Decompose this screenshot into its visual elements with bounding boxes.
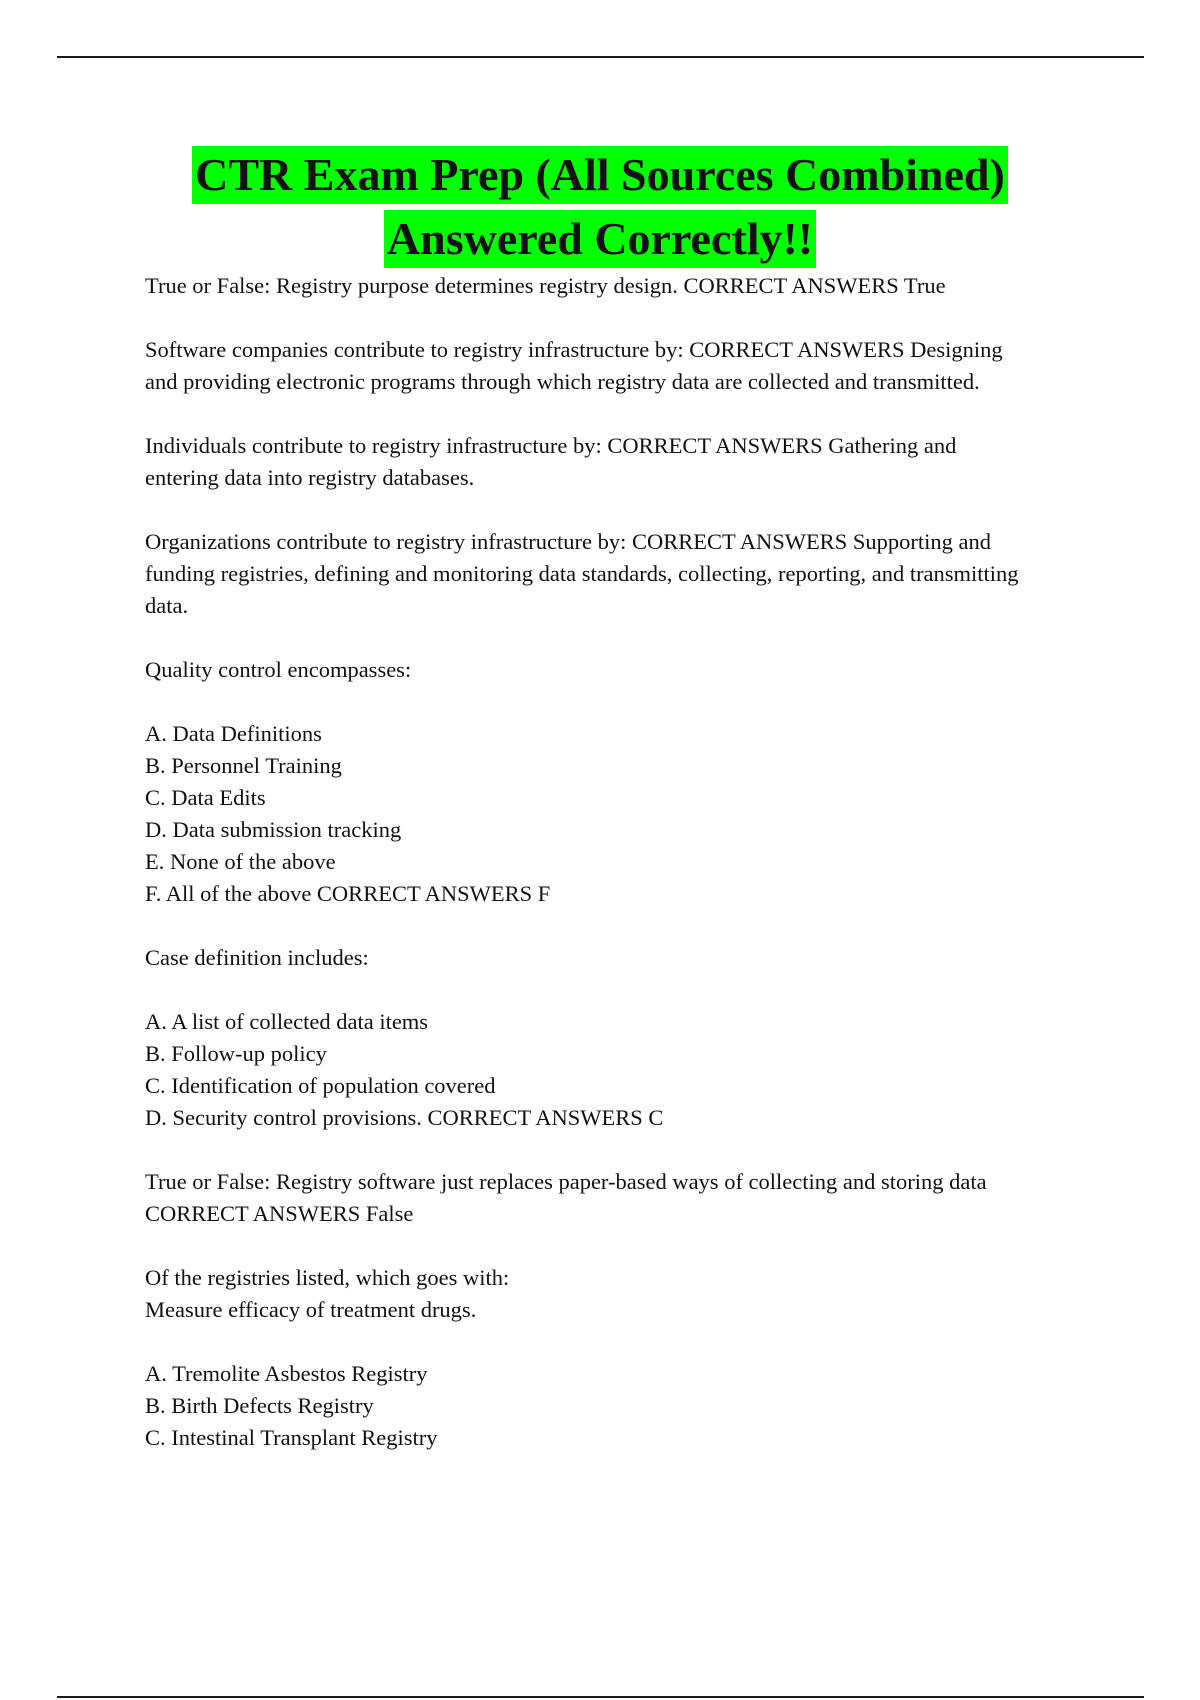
title-line-1: CTR Exam Prep (All Sources Combined) (192, 146, 1008, 204)
text-line: Case definition includes: (145, 945, 369, 970)
paragraph (145, 334, 1105, 398)
answer-options (145, 1358, 1105, 1454)
option-item: B. Birth Defects Registry (145, 1393, 374, 1418)
question (145, 942, 1105, 974)
option-item: E. None of the above (145, 849, 336, 874)
text-line: Of the registries listed, which goes with: (145, 1265, 510, 1290)
text-line: Individuals contribute to registry infrastructure by: CORRECT ANSWERS Gathering and (145, 433, 957, 458)
option-item: C. Identification of population covered (145, 1073, 496, 1098)
paragraph (145, 270, 1105, 302)
option-item: A. A list of collected data items (145, 1009, 429, 1034)
text-line: Measure efficacy of treatment drugs. (145, 1297, 477, 1322)
option-item: C. Intestinal Transplant Registry (145, 1425, 438, 1450)
text-line: data. (145, 593, 189, 618)
paragraph (145, 526, 1105, 622)
text-line: Quality control encompasses: (145, 657, 412, 682)
text-line: Organizations contribute to registry infrastructure by: CORRECT ANSWERS Supporting and (145, 529, 991, 554)
option-item: C. Data Edits (145, 785, 266, 810)
text-line: True or False: Registry software just replaces paper-based ways of collecting and storing data (145, 1169, 987, 1194)
option-item: B. Follow-up policy (145, 1041, 327, 1066)
option-item: F. All of the above CORRECT ANSWERS F (145, 881, 551, 906)
document-body (145, 270, 1105, 1486)
text-line: Software companies contribute to registry infrastructure by: CORRECT ANSWERS Designing (145, 337, 1003, 362)
paragraph (145, 1166, 1105, 1230)
question (145, 1262, 1105, 1326)
text-line: True or False: Registry purpose determines registry design. CORRECT ANSWERS True (145, 273, 946, 298)
top-rule (57, 56, 1144, 58)
paragraph (145, 430, 1105, 494)
bottom-rule (57, 1696, 1144, 1698)
option-item: A. Tremolite Asbestos Registry (145, 1361, 428, 1386)
answer-options (145, 718, 1105, 910)
option-item: D. Data submission tracking (145, 817, 402, 842)
answer-options (145, 1006, 1105, 1134)
option-item: A. Data Definitions (145, 721, 322, 746)
text-line: entering data into registry databases. (145, 465, 475, 490)
text-line: funding registries, defining and monitoring data standards, collecting, reporting, and transmitting (145, 561, 1019, 586)
option-item: D. Security control provisions. CORRECT ANSWERS C (145, 1105, 664, 1130)
text-line: and providing electronic programs through which registry data are collected and transmitted. (145, 369, 980, 394)
question (145, 654, 1105, 686)
text-line: CORRECT ANSWERS False (145, 1201, 414, 1226)
title-line-2: Answered Correctly!! (384, 210, 816, 268)
document-title (0, 146, 1200, 274)
option-item: B. Personnel Training (145, 753, 342, 778)
